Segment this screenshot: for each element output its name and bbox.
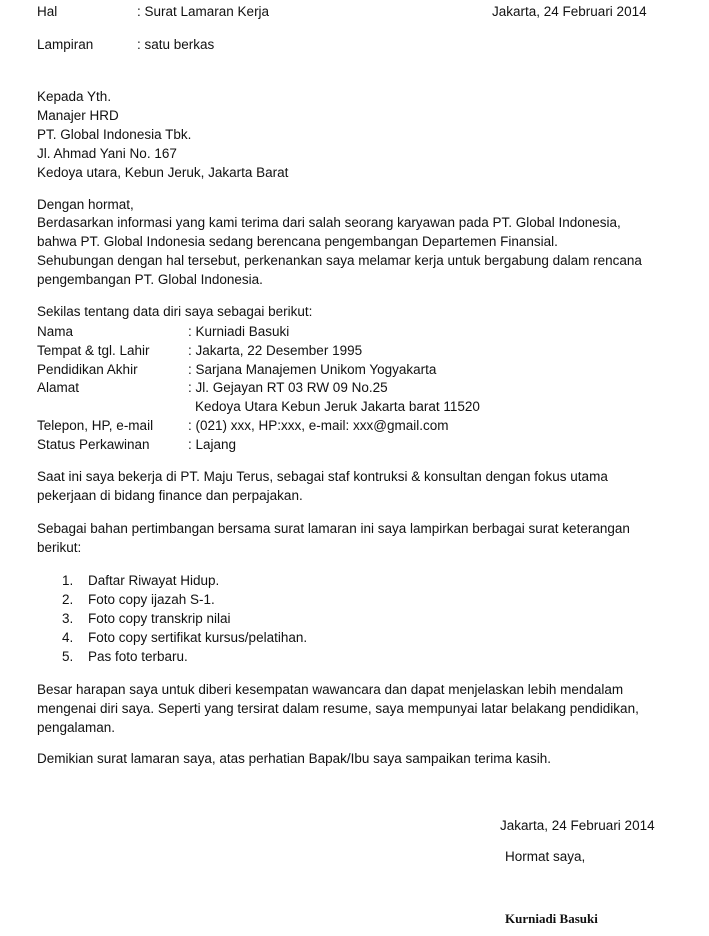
list-item: Daftar Riwayat Hidup. (88, 573, 220, 588)
field-value: : (021) xxx, HP:xxx, e-mail: xxx@gmail.com (188, 418, 449, 433)
paragraph-line: Sehubungan dengan hal tersebut, perkenankan saya melamar kerja untuk bergabung dalam rencana (37, 253, 642, 268)
field-label: Tempat & tgl. Lahir (37, 343, 150, 358)
closing-regards: Hormat saya, (505, 849, 586, 864)
paragraph-line: bahwa PT. Global Indonesia sedang berencana pengembangan Departemen Finansial. (37, 234, 558, 249)
recipient-line: Manajer HRD (37, 108, 119, 123)
recipient-line: Kedoya utara, Kebun Jeruk, Jakarta Barat (37, 165, 289, 180)
field-value: : Kurniadi Basuki (188, 324, 290, 339)
paragraph-line: mengenai diri saya. Seperti yang tersirat dalam resume, saya mempunyai latar belakang pendidikan, (37, 701, 639, 716)
signature-name: Kurniadi Basuki (505, 911, 598, 926)
paragraph-line: Sebagai bahan pertimbangan bersama surat lamaran ini saya lampirkan berbagai surat keterangan (37, 521, 630, 536)
list-number: 3. (62, 611, 74, 626)
paragraph-line: pekerjaan di bidang finance dan perpajakan. (37, 488, 303, 503)
personal-intro: Sekilas tentang data diri saya sebagai berikut: (37, 304, 313, 319)
hal-value: : Surat Lamaran Kerja (137, 4, 270, 19)
list-number: 2. (62, 592, 74, 607)
paragraph-line: Besar harapan saya untuk diberi kesempatan wawancara dan dapat menjelaskan lebih mendalam (37, 682, 624, 697)
closing-line: Demikian surat lamaran saya, atas perhatian Bapak/Ibu saya sampaikan terima kasih. (37, 751, 552, 766)
field-label: Alamat (37, 380, 80, 395)
recipient-line: Jl. Ahmad Yani No. 167 (37, 146, 177, 161)
lampiran-label: Lampiran (37, 37, 94, 52)
field-value: : Jl. Gejayan RT 03 RW 09 No.25 (188, 380, 388, 395)
field-label: Pendidikan Akhir (37, 362, 138, 377)
field-label: Nama (37, 324, 74, 339)
list-number: 4. (62, 630, 74, 645)
list-number: 5. (62, 649, 74, 664)
paragraph-line: berikut: (37, 540, 82, 555)
list-item: Foto copy sertifikat kursus/pelatihan. (88, 630, 308, 645)
list-item: Foto copy transkrip nilai (88, 611, 231, 626)
paragraph-line: pengembangan PT. Global Indonesia. (37, 272, 263, 287)
field-label: Telepon, HP, e-mail (37, 418, 154, 433)
field-value: : Jakarta, 22 Desember 1995 (188, 343, 363, 358)
paragraph-line: pengalaman. (37, 720, 116, 735)
field-label: Status Perkawinan (37, 437, 150, 452)
field-value: Kedoya Utara Kebun Jeruk Jakarta barat 11520 (195, 399, 480, 414)
field-value: : Sarjana Manajemen Unikom Yogyakarta (188, 362, 437, 377)
hal-label: Hal (37, 4, 58, 19)
paragraph-line: Saat ini saya bekerja di PT. Maju Terus, sebagai staf kontruksi & konsultan dengan fokus utama (37, 469, 608, 484)
recipient-line: Kepada Yth. (37, 89, 112, 104)
lampiran-value: : satu berkas (137, 37, 215, 52)
list-item: Pas foto terbaru. (88, 649, 188, 664)
field-value: : Lajang (188, 437, 237, 452)
paragraph-line: Berdasarkan informasi yang kami terima dari salah seorang karyawan pada PT. Global Indonesia, (37, 215, 621, 230)
closing-date: Jakarta, 24 Februari 2014 (500, 818, 655, 833)
greeting: Dengan hormat, (37, 197, 134, 212)
recipient-line: PT. Global Indonesia Tbk. (37, 127, 192, 142)
list-item: Foto copy ijazah S-1. (88, 592, 215, 607)
header-date: Jakarta, 24 Februari 2014 (492, 4, 647, 19)
list-number: 1. (62, 573, 74, 588)
